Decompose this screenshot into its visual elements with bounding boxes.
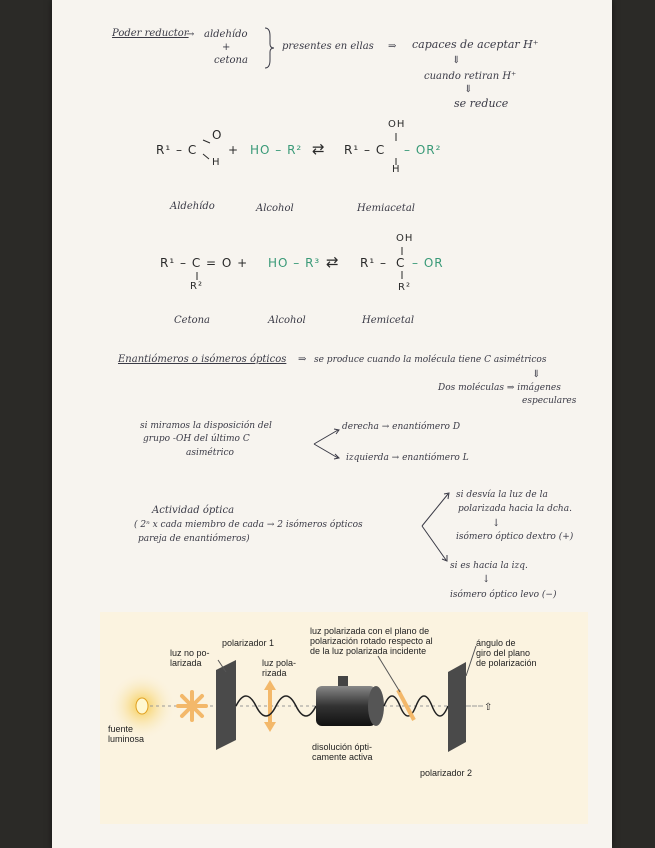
presentes-text: presentes en ellas: [282, 41, 374, 52]
si-miramos-line3: asimétrico: [186, 448, 234, 458]
bonds: [200, 137, 214, 161]
enantiomeros-title: Enantiómeros o isómeros ópticos: [118, 354, 287, 365]
arrow: ⇒: [388, 41, 397, 52]
derecha-text: derecha → enantiómero D: [342, 422, 461, 432]
r1-group: R¹: [344, 143, 360, 157]
hydrogen: H: [212, 157, 221, 168]
alcohol-label: Alcohol: [268, 315, 306, 326]
luz-polarizada-label: luz pola- rizada: [262, 658, 297, 678]
arrow: →: [186, 29, 195, 40]
dos-moleculas-text: Dos moléculas ⇒ imágenes: [438, 383, 561, 393]
plus-sign: +: [222, 42, 231, 53]
capaces-text: capaces de aceptar H⁺: [412, 38, 539, 51]
disolucion-label: disolución ópti- camente activa: [312, 742, 373, 762]
especulares-text: especulares: [522, 396, 577, 406]
hemicetal-label: Hemicetal: [362, 315, 415, 326]
bond: – C: [176, 143, 198, 157]
vertical-bond: [194, 270, 200, 282]
branch-arrows: [418, 488, 454, 568]
bond: –: [380, 256, 387, 270]
or2-group: – OR²: [404, 143, 442, 157]
regla-line2: pareja de enantiómeros): [138, 534, 250, 544]
r1-group: R¹: [360, 256, 376, 270]
polarimeter-figure: [100, 612, 588, 824]
luz-no-polarizada-label: luz no po- larizada: [170, 648, 210, 668]
branch-arrows: [312, 424, 342, 464]
si-miramos-line1: si miramos la disposición del: [140, 421, 272, 431]
carbonyl: – C = O +: [180, 256, 249, 270]
cetona-text: cetona: [214, 55, 248, 66]
r1-group: R¹: [156, 143, 172, 157]
fuente-luminosa-label: fuente luminosa: [108, 724, 145, 744]
arrow: ⇒: [298, 354, 307, 365]
angulo-label: ángulo de giro del plano de polarización: [476, 638, 537, 668]
down-arrow: ⇓: [464, 84, 473, 95]
alcohol-ho-r2: HO – R²: [250, 143, 303, 157]
down-arrow: ⇓: [532, 369, 541, 380]
izquierda-text: izquierda → enantiómero L: [346, 453, 469, 463]
hemiacetal-label: Hemiacetal: [357, 203, 415, 214]
alcohol-ho-r3: HO – R³: [268, 256, 321, 270]
equilibrium-arrow: ⇄: [312, 140, 326, 158]
r1-group: R¹: [160, 256, 176, 270]
alcohol-label: Alcohol: [256, 203, 294, 214]
hydroxyl: OH: [388, 119, 406, 130]
dextro-text: isómero óptico dextro (+): [456, 532, 574, 542]
r2-group: R²: [398, 282, 411, 293]
se-reduce-text: se reduce: [454, 97, 509, 110]
bond: – C: [364, 143, 386, 157]
cetona-label: Cetona: [174, 315, 211, 326]
hydroxyl: OH: [396, 233, 414, 244]
svg-text:⇧: ⇧: [484, 702, 493, 713]
down-arrow: ⇓: [452, 55, 461, 66]
vertical-bonds: [399, 245, 405, 285]
se-produce-text: se produce cuando la molécula tiene C asimétricos: [314, 355, 547, 365]
curly-brace: [262, 26, 276, 70]
polarizador2-label: polarizador 2: [420, 768, 473, 778]
si-es-plano-text: si es hacia la izq.: [450, 561, 528, 571]
vertical-bonds: [393, 131, 399, 171]
poder-reductor-title: Poder reductor: [112, 28, 189, 39]
aldehido-label: Aldehído: [170, 201, 215, 212]
oxygen: O: [212, 128, 223, 142]
r2-group: R²: [190, 281, 203, 292]
si-desvia-line1: si desvía la luz de la: [456, 490, 548, 500]
actividad-optica-title: Actividad óptica: [152, 505, 235, 516]
regla-line1: ( 2ⁿ x cada miembro de cada → 2 isómeros ópticos: [134, 520, 363, 530]
si-miramos-line2: grupo -OH del último C: [143, 434, 250, 444]
equilibrium-arrow: ⇄: [326, 253, 340, 271]
down-arrow: ↓: [492, 518, 501, 529]
hydrogen: H: [392, 164, 401, 175]
levo-text: isómero óptico levo (−): [450, 590, 557, 600]
si-desvia-line2: polarizada hacia la dcha.: [458, 504, 572, 514]
aldehido-text: aldehído: [204, 29, 248, 40]
carbon: C: [396, 256, 406, 270]
luz-rotada-label: luz polarizada con el plano de polarización rotado respecto al de la luz polarizada incidente: [310, 626, 433, 656]
down-arrow: ↓: [482, 574, 491, 585]
plus: +: [228, 143, 240, 157]
cuando-retiran-text: cuando retiran H⁺: [424, 71, 517, 82]
polarizador1-label: polarizador 1: [222, 638, 275, 648]
or-group: – OR: [412, 256, 444, 270]
